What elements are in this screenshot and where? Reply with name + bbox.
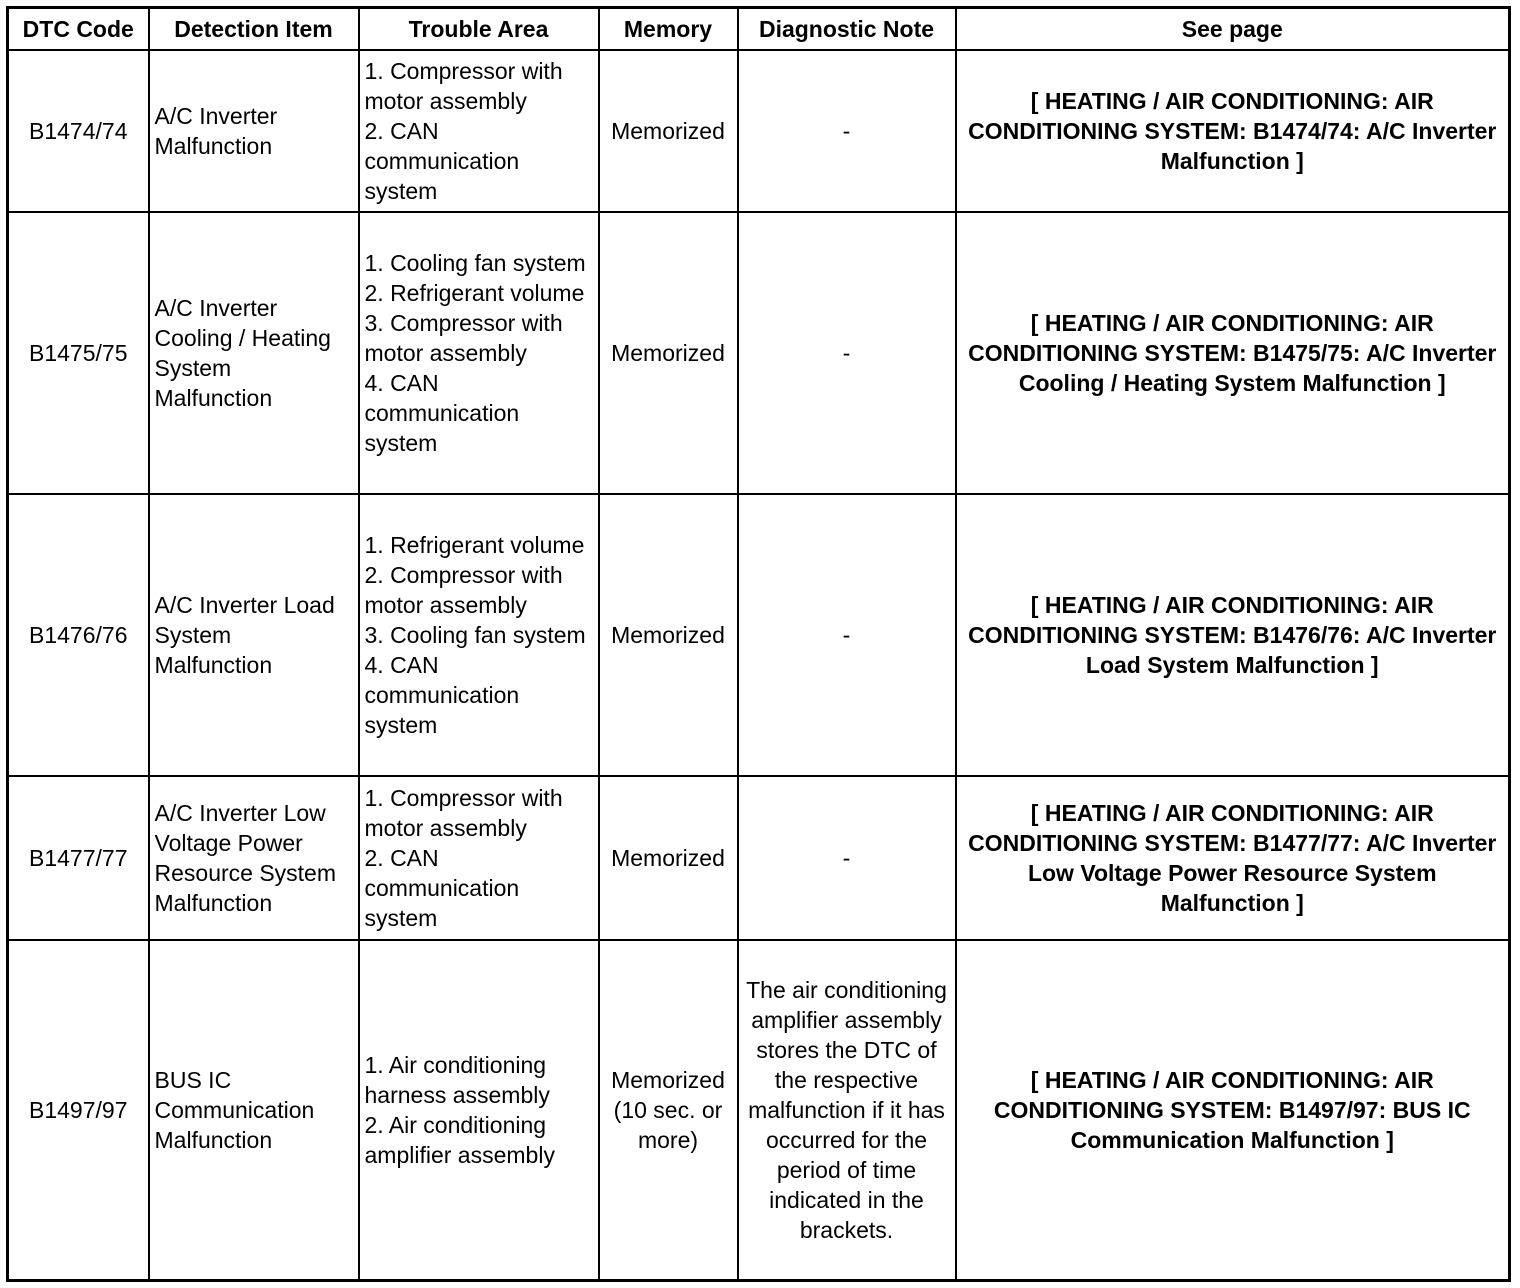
table-row [8, 212, 1510, 494]
dtc-code-cell: B1476/76 [8, 494, 149, 776]
memory-cell: Memorized [599, 494, 738, 776]
detection-item-cell: BUS IC Communication Malfunction [149, 940, 359, 1280]
memory-cell: Memorized (10 sec. or more) [599, 940, 738, 1280]
trouble-area-item: 2. Compressor with motor assembly [364, 562, 563, 618]
detection-item-cell: A/C Inverter Load System Malfunction [149, 494, 359, 776]
trouble-area-item: 2. CAN communication system [364, 118, 520, 204]
dtc-code-cell: B1497/97 [8, 940, 149, 1280]
diagnostic-note-cell: The air conditioning amplifier assembly stores the DTC of the respective malfunction if it has occurred for the period of time indicated in the brackets. [738, 940, 956, 1280]
header-row [8, 8, 1510, 51]
column-header-trouble-area: Trouble Area [359, 8, 599, 51]
trouble-area-item: 1. Air conditioning harness assembly [364, 1051, 550, 1108]
diagnostic-note-cell: - [738, 494, 956, 776]
trouble-area-cell [359, 776, 599, 940]
table-row [8, 776, 1510, 940]
table-row [8, 494, 1510, 776]
trouble-area-item: 1. Compressor with motor assembly [364, 785, 563, 841]
dtc-table [6, 6, 1511, 1282]
column-header-diagnostic-note: Diagnostic Note [738, 8, 956, 51]
see-page-link[interactable]: [ HEATING / AIR CONDITIONING: AIR CONDITIONING SYSTEM: B1497/97: BUS IC Communication Malfunction ] [956, 940, 1510, 1280]
dtc-code-cell: B1477/77 [8, 776, 149, 940]
diagnostic-note-cell: - [738, 776, 956, 940]
detection-item-cell: A/C Inverter Low Voltage Power Resource System Malfunction [149, 776, 359, 940]
detection-item-cell: A/C Inverter Cooling / Heating System Malfunction [149, 212, 359, 494]
diagnostic-note-cell: - [738, 212, 956, 494]
detection-item-cell: A/C Inverter Malfunction [149, 50, 359, 212]
table-row [8, 50, 1510, 212]
trouble-area-cell [359, 940, 599, 1280]
column-header-dtc-code: DTC Code [8, 8, 149, 51]
see-page-link[interactable]: [ HEATING / AIR CONDITIONING: AIR CONDITIONING SYSTEM: B1474/74: A/C Inverter Malfunction ] [956, 50, 1510, 212]
trouble-area-item: 2. Refrigerant volume [364, 280, 585, 306]
table-row [8, 940, 1510, 1280]
see-page-link[interactable]: [ HEATING / AIR CONDITIONING: AIR CONDITIONING SYSTEM: B1476/76: A/C Inverter Load System Malfunction ] [956, 494, 1510, 776]
memory-cell: Memorized [599, 50, 738, 212]
trouble-area-cell [359, 212, 599, 494]
see-page-link[interactable]: [ HEATING / AIR CONDITIONING: AIR CONDITIONING SYSTEM: B1477/77: A/C Inverter Low Voltage Power Resource System Malfunction ] [956, 776, 1510, 940]
trouble-area-item: 1. Refrigerant volume [364, 532, 585, 558]
trouble-area-item: 3. Compressor with motor assembly [364, 310, 563, 366]
column-header-see-page: See page [956, 8, 1510, 51]
trouble-area-item: 1. Cooling fan system [364, 250, 586, 276]
trouble-area-cell [359, 50, 599, 212]
see-page-link[interactable]: [ HEATING / AIR CONDITIONING: AIR CONDITIONING SYSTEM: B1475/75: A/C Inverter Cooling / Heating System Malfunction ] [956, 212, 1510, 494]
dtc-code-cell: B1475/75 [8, 212, 149, 494]
trouble-area-item: 4. CAN communication system [364, 652, 520, 738]
dtc-code-cell: B1474/74 [8, 50, 149, 212]
column-header-detection-item: Detection Item [149, 8, 359, 51]
trouble-area-item: 2. Air conditioning amplifier assembly [364, 1111, 555, 1168]
trouble-area-item: 1. Compressor with motor assembly [364, 58, 563, 114]
trouble-area-item: 3. Cooling fan system [364, 622, 586, 648]
column-header-memory: Memory [599, 8, 738, 51]
diagnostic-note-cell: - [738, 50, 956, 212]
trouble-area-item: 4. CAN communication system [364, 370, 520, 456]
trouble-area-item: 2. CAN communication system [364, 845, 520, 931]
memory-cell: Memorized [599, 212, 738, 494]
memory-cell: Memorized [599, 776, 738, 940]
trouble-area-cell [359, 494, 599, 776]
